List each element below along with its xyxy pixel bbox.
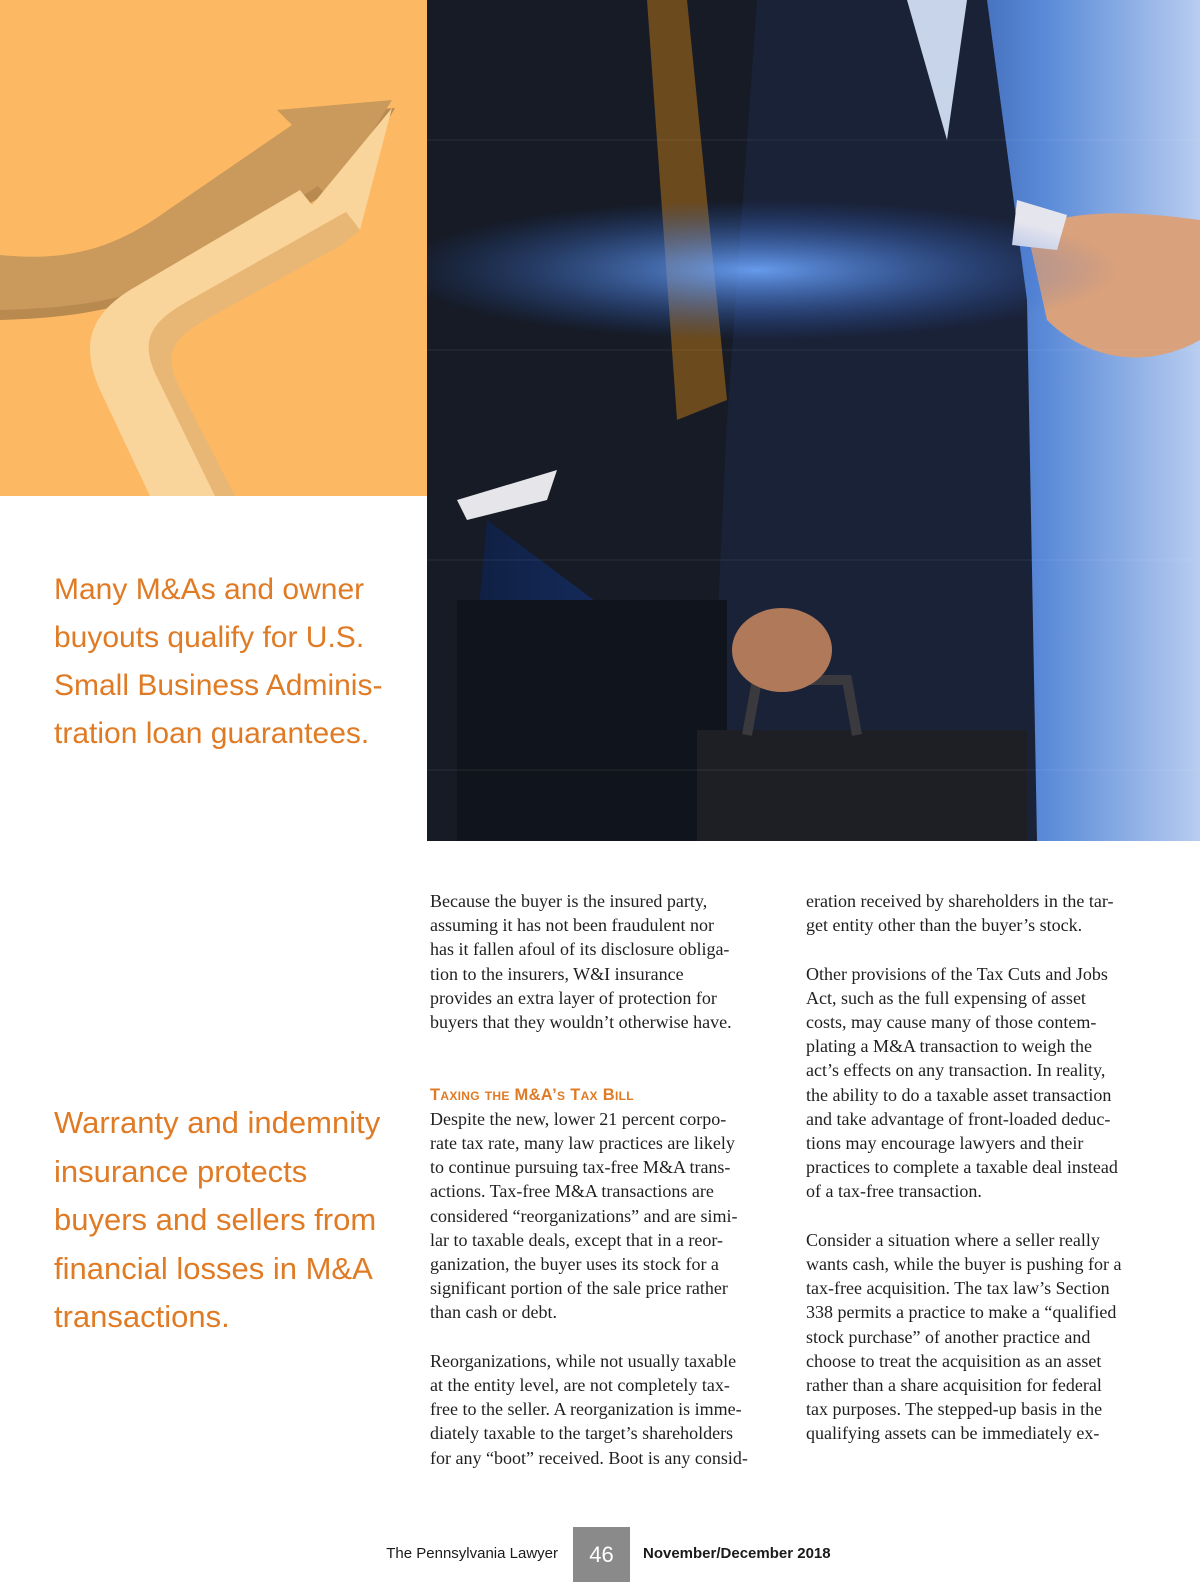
article-column-right	[806, 889, 1156, 1446]
arrow-illustration	[0, 0, 427, 496]
page-number: 46	[573, 1527, 630, 1582]
page-footer	[0, 1527, 1200, 1582]
body-paragraph: Reorganizations, while not usually taxable at the entity level, are not completely tax- free to the seller. A reorganization is imme- diately taxable to the target’s shareholders for any “boot” received. Boot is any consid-	[430, 1350, 748, 1468]
body-paragraph: Consider a situation where a seller really wants cash, while the buyer is pushing for a tax-free acquisition. The tax law’s Section 338 permits a practice to make a “qualified stock purchase” of another practice and choose to treat the acquisition as an asset rather than a share acquisition for federal tax purposes. The stepped-up basis in the qualifying assets can be immediately ex-	[806, 1229, 1122, 1444]
section-heading: Taxing the M&A’s Tax Bill	[430, 1085, 634, 1104]
body-paragraph: eration received by shareholders in the tar- get entity other than the buyer’s stock.	[806, 891, 1114, 936]
article-column-left	[430, 889, 775, 1470]
business-handshake-photo	[427, 0, 1200, 841]
pull-quote: Many M&As and owner buyouts qualify for U.S. Small Business Adminis-tration loan guarantees.	[54, 573, 383, 750]
publication-name: The Pennsylvania Lawyer	[386, 1545, 558, 1562]
issue-date: November/December 2018	[643, 1545, 831, 1562]
body-paragraph: Other provisions of the Tax Cuts and Jobs Act, such as the full expensing of asset costs, may cause many of those contem- plating a M&A transaction to weigh the act’s effects on any transaction. In reality, the ability to do a taxable asset transaction and take advantage of front-loaded deduc- tions may encourage lawyers and their practices to complete a taxable deal instead of a tax-free transaction.	[806, 963, 1118, 1202]
body-paragraph: Despite the new, lower 21 percent corpo- rate tax rate, many law practices are likely to continue pursuing tax-free M&A trans- actions. Tax-free M&A transactions are considered “reorganizations” and are simi- lar to taxable deals, except that in a reor- ganization, the buyer uses its stock for a significant portion of the sale price rather than cash or debt.	[430, 1108, 738, 1323]
pull-quote: Warranty and indemnity insurance protects buyers and sellers from financial losses in M&A transactions.	[54, 1105, 381, 1334]
body-paragraph: Because the buyer is the insured party, assuming it has not been fraudulent nor has it fallen afoul of its disclosure obliga- tion to the insurers, W&I insurance provides an extra layer of protection for buyers that they wouldn’t otherwise have.	[430, 891, 732, 1033]
